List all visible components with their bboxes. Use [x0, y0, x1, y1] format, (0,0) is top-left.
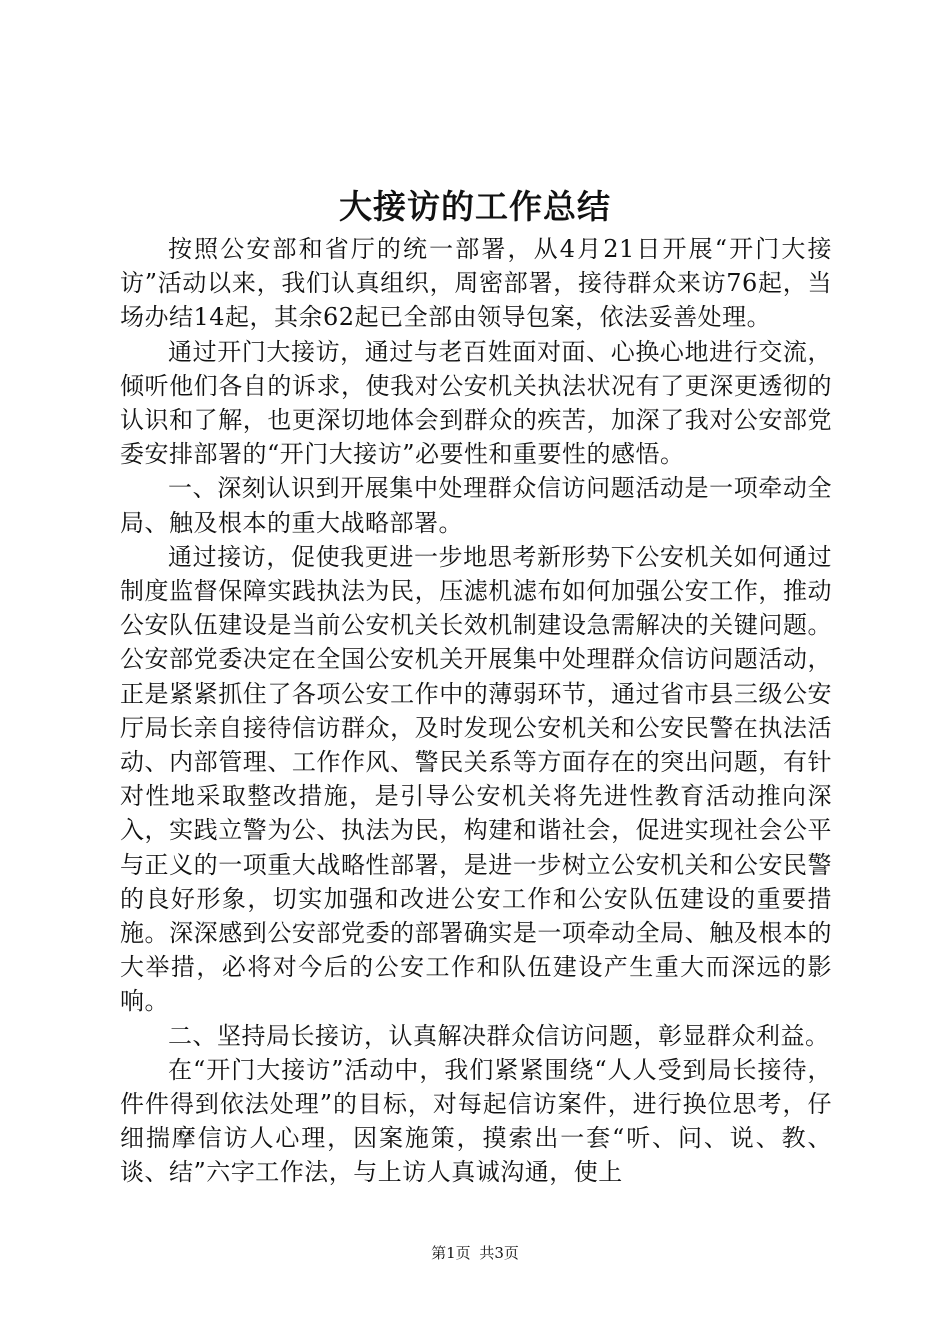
section-heading: 一、深刻认识到开展集中处理群众信访问题活动是一项牵动全局、触及根本的重大战略部署。: [120, 474, 832, 537]
paragraph: 在“开门大接访”活动中，我们紧紧围绕“人人受到局长接待，件件得到依法处理”的目标，对每起信访案件，进行换位思考，仔细揣摩信访人心理，因案施策，摸索出一套“听、问、说、教、谈、结”六字工作法，与上访人真诚沟通，使上: [120, 1055, 832, 1187]
page-total: 共3页: [479, 1244, 519, 1262]
paragraph: 通过开门大接访，通过与老百姓面对面、心换心地进行交流，倾听他们各自的诉求，使我对公安机关执法状况有了更深更透彻的认识和了解，也更深切地体会到群众的疾苦，加深了我对公安部党委安排部署的“开门大接访”必要性和重要性的感悟。: [120, 337, 832, 469]
section-heading: 二、坚持局长接访，认真解决群众信访问题，彰显群众利益。: [168, 1021, 830, 1050]
document-body: [120, 232, 832, 1190]
page-number: 第1页: [431, 1244, 471, 1262]
page-footer: [0, 1242, 950, 1264]
paragraph: 通过接访，促使我更进一步地思考新形势下公安机关如何通过制度监督保障实践执法为民，压滤机滤布如何加强公安工作，推动公安队伍建设是当前公安机关长效机制建设急需解决的关键问题。公安部党委决定在全国公安机关开展集中处理群众信访问题活动，正是紧紧抓住了各项公安工作中的薄弱环节，通过省市县三级公安厅局长亲自接待信访群众，及时发现公安机关和公安民警在执法活动、内部管理、工作作风、警民关系等方面存在的突出问题，有针对性地采取整改措施，是引导公安机关将先进性教育活动推向深入，实践立警为公、执法为民，构建和谐社会，促进实现社会公平与正义的一项重大战略性部署，是进一步树立公安机关和公安民警的良好形象，切实加强和改进公安工作和公安队伍建设的重要措施。深深感到公安部党委的部署确实是一项牵动全局、触及根本的大举措，必将对今后的公安工作和队伍建设产生重大而深远的影响。: [120, 542, 832, 1016]
document-title: 大接访的工作总结: [339, 187, 611, 226]
paragraph: 按照公安部和省厅的统一部署，从4月21日开展“开门大接访”活动以来，我们认真组织，周密部署，接待群众来访76起，当场办结14起，其余62起已全部由领导包案，依法妥善处理。: [120, 235, 832, 332]
